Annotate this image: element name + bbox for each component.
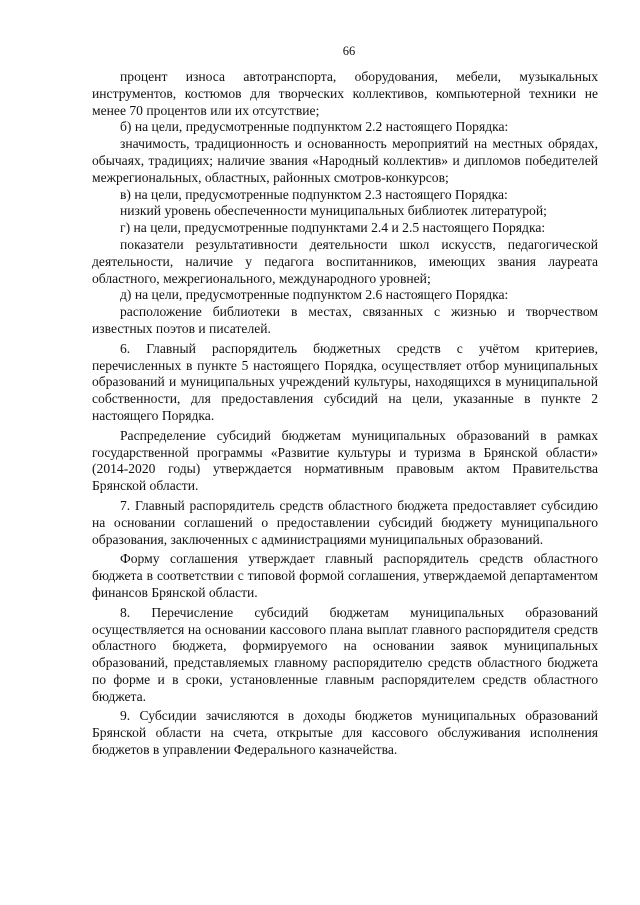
paragraph: 7. Главный распорядитель средств областного бюджета предоставляет субсидию на основании соглашений о предоставлении субсидий бюджету муниципального образования, заключенных с администрациями муниципальных образований. (92, 497, 598, 547)
paragraph: 9. Субсидии зачисляются в доходы бюджетов муниципальных образований Брянской области на счета, открытые для кассового обслуживания исполнения бюджетов в управлении Федерального казначейства. (92, 708, 598, 758)
paragraph: процент износа автотранспорта, оборудования, мебели, музыкальных инструментов, костюмов для творческих коллективов, компьютерной техники не менее 70 процентов или их отсутствие; (92, 69, 598, 118)
paragraph: 6. Главный распорядитель бюджетных средств с учётом критериев, перечисленных в пункте 5 настоящего Порядка, осуществляет отбор муниципальных образований и муниципальных учреждений культуры, находящихся в муниципальной собственности, для предоставления субсидий на цели, указанные в пункте 2 настоящего Порядка. (92, 340, 598, 423)
paragraph: низкий уровень обеспеченности муниципальных библиотек литературой; (120, 203, 547, 219)
document-body (92, 69, 598, 759)
paragraph: 8. Перечисление субсидий бюджетам муниципальных образований осуществляется на основании кассового плана выплат главного распорядителя средств областного бюджета, формируемого на основании заявок муниципальных образований, представляемых главному распорядителю средств областного бюджета по форме и в сроки, установленные главным распорядителем средств областного бюджета. (92, 604, 598, 704)
paragraph: Форму соглашения утверждает главный распорядитель средств областного бюджета в соответствии с типовой формой соглашения, утверждаемой департаментом финансов Брянской области. (92, 551, 598, 600)
paragraph: д) на цели, предусмотренные подпунктом 2.6 настоящего Порядка: (120, 287, 509, 303)
paragraph: Распределение субсидий бюджетам муниципальных образований в рамках государственной программы «Развитие культуры и туризма в Брянской области» (2014-2020 годы) утверждается нормативным правовым актом Правительства Брянской области. (92, 427, 598, 494)
paragraph: в) на цели, предусмотренные подпунктом 2.3 настоящего Порядка: (120, 186, 508, 202)
paragraph: значимость, традиционность и основанность мероприятий на местных обрядах, обычаях, традициях; наличие звания «Народный коллектив» и дипломов победителей межрегиональных, областных, районных смотров-конкурсов; (92, 136, 598, 185)
paragraph: расположение библиотеки в местах, связанных с жизнью и творчеством известных поэтов и писателей. (92, 304, 598, 336)
paragraph: г) на цели, предусмотренные подпунктами 2.4 и 2.5 настоящего Порядка: (120, 220, 546, 236)
paragraph: показатели результативности деятельности школ искусств, педагогической деятельности, наличие у педагога воспитанников, имеющих звания лауреата областного, межрегионального, международного уровней; (92, 236, 598, 286)
paragraph: б) на цели, предусмотренные подпунктом 2.2 настоящего Порядка: (120, 119, 509, 135)
page-number: 66 (342, 44, 356, 58)
